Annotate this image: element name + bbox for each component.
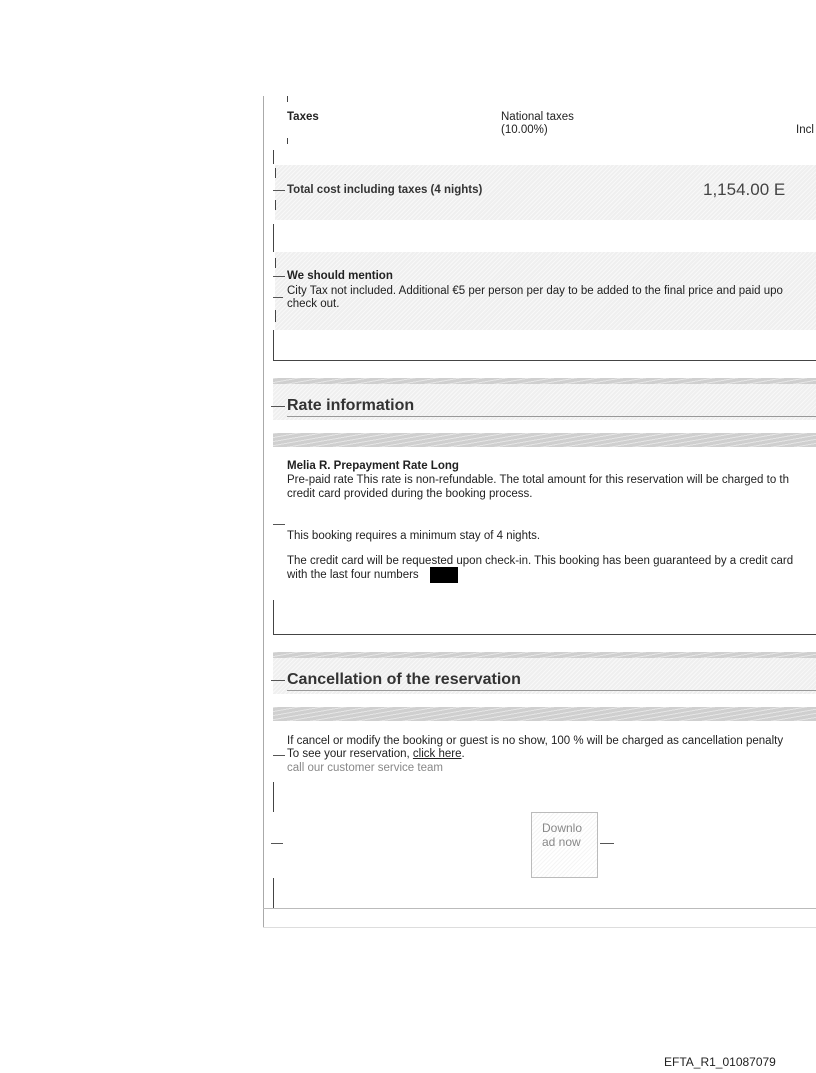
cancellation-policy-text: If cancel or modify the booking or guest is no show, 100 % will be charged as cancellation penalty <box>287 735 784 747</box>
frame-bottom-border-outer <box>263 927 816 928</box>
customer-service-link[interactable]: call our customer service team <box>287 762 443 774</box>
rate-description-line2: credit card provided during the booking process. <box>287 488 533 500</box>
spacer-line <box>273 878 274 908</box>
dash-mark <box>271 680 285 681</box>
dash-mark <box>273 276 285 277</box>
card-guarantee-line1: The credit card will be requested upon check-in. This booking has been guaranteed by a credit card <box>287 555 794 567</box>
tax-type-line1: National taxes <box>501 111 574 123</box>
dash-mark <box>273 190 285 191</box>
frame-bottom-border <box>263 908 816 909</box>
tick-mark <box>287 138 288 144</box>
dash-mark <box>273 524 285 525</box>
dash-mark <box>271 843 283 844</box>
redacted-card-digits <box>430 567 458 583</box>
see-reservation-prefix: To see your reservation, <box>287 748 413 760</box>
minimum-stay-text: This booking requires a minimum stay of 4 nights. <box>287 530 541 542</box>
tax-type-line2: (10.00%) <box>501 124 548 136</box>
cancellation-heading: Cancellation of the reservation <box>287 671 521 688</box>
mention-line2: check out. <box>287 298 340 310</box>
tick-mark <box>287 96 288 102</box>
spacer-line <box>273 330 274 360</box>
section-divider <box>273 634 816 635</box>
tick-mark <box>275 200 276 210</box>
download-now-button[interactable] <box>531 812 598 878</box>
dash-mark <box>271 406 285 407</box>
taxes-label: Taxes <box>287 111 319 123</box>
see-reservation-text <box>287 748 465 761</box>
tick-mark <box>273 150 274 164</box>
spacer-line <box>273 600 274 634</box>
card-guarantee-line2: with the last four numbers <box>287 569 419 581</box>
rate-description-line1: Pre-paid rate This rate is non-refundable. The total amount for this reservation will be charged to th <box>287 474 790 486</box>
download-label-line2: ad now <box>542 835 581 849</box>
mention-title: We should mention <box>287 270 393 282</box>
section-divider <box>273 360 816 361</box>
dash-mark <box>600 843 614 844</box>
dash-mark <box>273 755 285 756</box>
spacer-line <box>273 224 274 252</box>
tick-mark <box>275 258 276 268</box>
click-here-link[interactable]: click here <box>412 748 462 760</box>
tick-mark <box>275 168 276 178</box>
heading-underline <box>287 416 816 417</box>
see-reservation-suffix: . <box>461 748 465 760</box>
heading-band-bottom <box>273 433 816 447</box>
rate-info-heading: Rate information <box>287 397 415 414</box>
document-id: EFTA_R1_01087079 <box>664 1055 776 1069</box>
frame-left-border <box>263 96 264 928</box>
total-cost-label: Total cost including taxes (4 nights) <box>287 184 483 196</box>
rate-name: Melia R. Prepayment Rate Long <box>287 460 459 472</box>
spacer-line <box>273 782 274 812</box>
mention-line1: City Tax not included. Additional €5 per person per day to be added to the final price and paid upo <box>287 285 783 297</box>
dash-mark <box>273 297 283 298</box>
heading-underline <box>287 690 816 691</box>
heading-band-bottom <box>273 707 816 721</box>
tax-included-status: Incl <box>796 124 814 136</box>
total-cost-amount: 1,154.00 E <box>703 180 786 199</box>
download-label-line1: Downlo <box>542 821 583 835</box>
tick-mark <box>275 310 276 322</box>
